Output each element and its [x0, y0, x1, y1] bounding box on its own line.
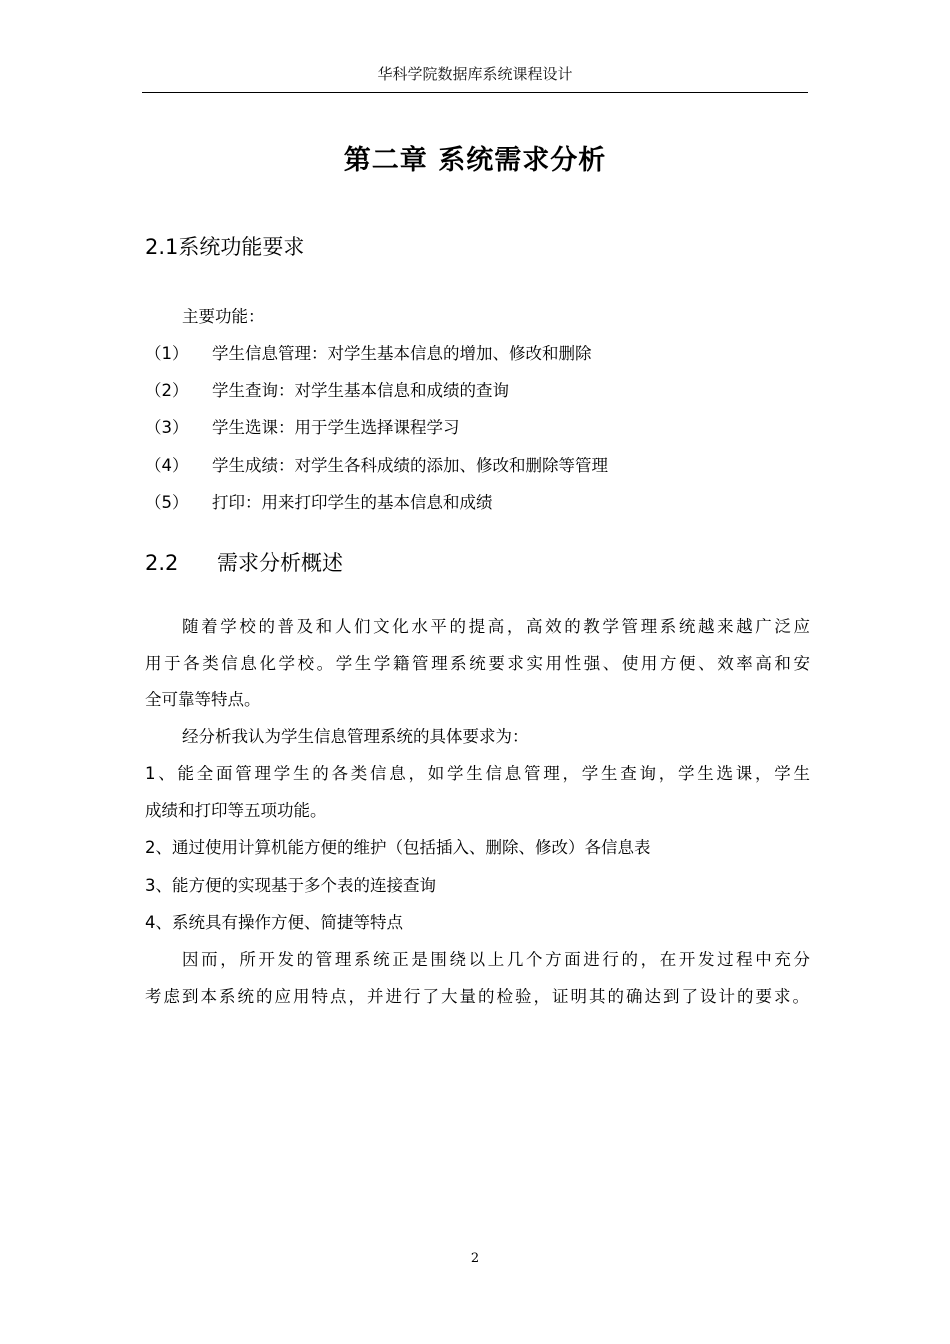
list-item-number: （3） [145, 418, 189, 437]
requirement-item: 3、能方便的实现基于多个表的连接查询 [145, 876, 436, 895]
list-item [145, 453, 810, 479]
paragraph-line: 因而，所开发的管理系统正是围绕以上几个方面进行的，在开发过程中充分 [182, 950, 810, 969]
requirement-item: 2、通过使用计算机能方便的维护（包括插入、删除、修改）各信息表 [145, 838, 651, 857]
list-item [145, 341, 810, 367]
paragraph-line: 全可靠等特点。 [145, 690, 261, 709]
chapter-title: 第二章 系统需求分析 [343, 145, 607, 176]
paragraph-line: 考虑到本系统的应用特点，并进行了大量的检验，证明其的确达到了设计的要求。 [145, 987, 809, 1006]
list-item-text: 学生成绩：对学生各科成绩的添加、修改和删除等管理 [212, 456, 608, 475]
section-heading-2-2 [145, 548, 343, 578]
requirement-item-continued: 成绩和打印等五项功能。 [145, 801, 327, 820]
list-item-text: 打印：用来打印学生的基本信息和成绩 [212, 493, 493, 512]
list-item-text: 学生查询：对学生基本信息和成绩的查询 [212, 381, 509, 400]
list-item-number: （1） [145, 344, 189, 363]
list-item-number: （5） [145, 493, 189, 512]
list-item [145, 415, 810, 441]
requirement-item: 1、能全面管理学生的各类信息，如学生信息管理，学生查询，学生选课，学生 [145, 764, 810, 783]
list-item-text: 学生选课：用于学生选择课程学习 [212, 418, 460, 437]
section-title: 系统功能要求 [178, 235, 305, 259]
page-number: 2 [470, 1251, 480, 1266]
list-item-number: （4） [145, 456, 189, 475]
list-item-text: 学生信息管理：对学生基本信息的增加、修改和删除 [212, 344, 592, 363]
section-title: 需求分析概述 [217, 551, 343, 575]
functions-intro: 主要功能： [182, 307, 265, 326]
header-rule [142, 92, 808, 93]
list-item [145, 378, 810, 404]
paragraph-line: 经分析我认为学生信息管理系统的具体要求为： [182, 727, 529, 746]
requirement-item: 4、系统具有操作方便、简捷等特点 [145, 913, 403, 932]
section-number: 2.2 [145, 551, 179, 575]
paragraph-line: 随着学校的普及和人们文化水平的提高，高效的教学管理系统越来越广泛应 [182, 617, 810, 636]
list-item-number: （2） [145, 381, 189, 400]
section-heading-2-1 [145, 232, 304, 262]
paragraph-line: 用于各类信息化学校。学生学籍管理系统要求实用性强、使用方便、效率高和安 [145, 654, 810, 673]
list-item [145, 490, 810, 516]
section-number: 2.1 [145, 235, 179, 259]
running-header: 华科学院数据库系统课程设计 [377, 65, 573, 83]
